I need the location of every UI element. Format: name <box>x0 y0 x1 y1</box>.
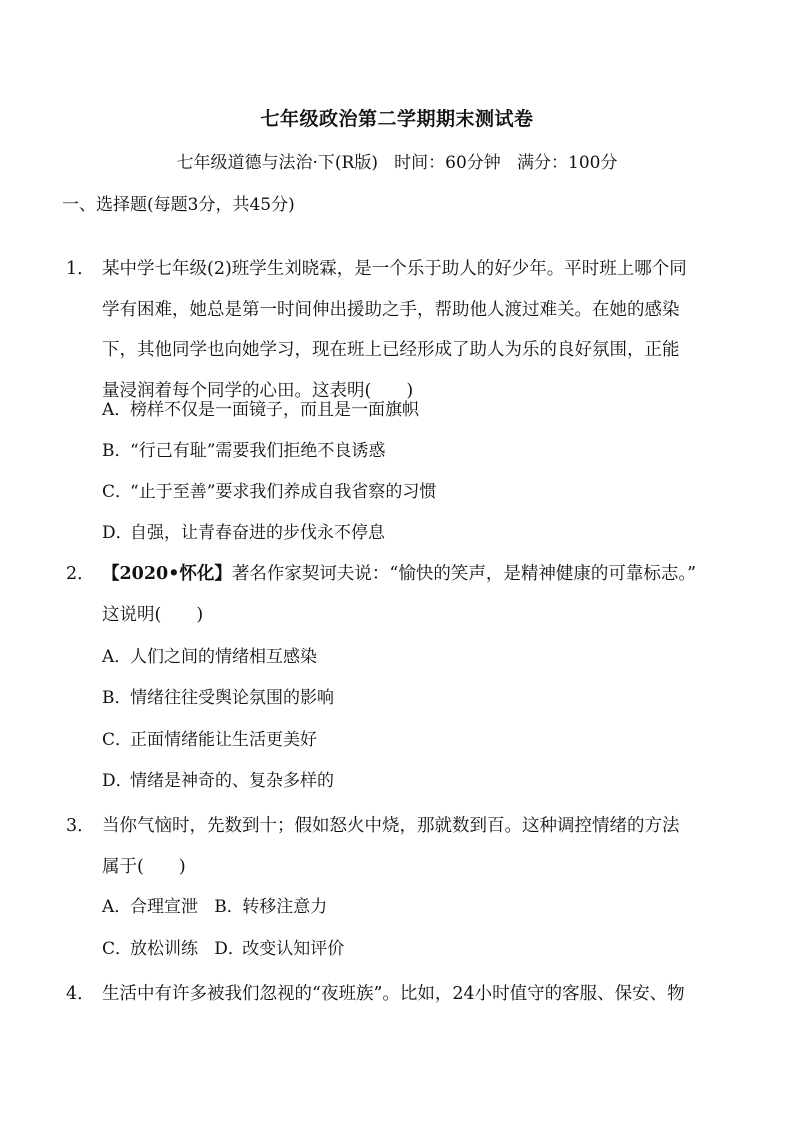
question-text-line: 著名作家契诃夫说：“愉快的笑声，是精神健康的可靠标志。” <box>231 564 697 584</box>
question-number: 4． <box>66 984 95 1004</box>
question-text-line: 学有困难，她总是第一时间伸出援助之手，帮助他人渡过难关。在她的感染 <box>102 299 680 320</box>
question-text-line: 下，其他同学也向她学习，现在班上已经形成了助人为乐的良好氛围，正能 <box>102 340 680 360</box>
question-3 <box>66 806 746 887</box>
question-4 <box>66 974 746 1015</box>
question-text-line: 量浸润着每个同学的心田。这表明( ) <box>102 380 414 401</box>
option-b: B．情绪往往受舆论氛围的影响 <box>102 688 334 708</box>
question-text-line: 生活中有许多被我们忽视的“夜班族”。比如，24小时值守的客服、保安、物 <box>102 984 685 1004</box>
option-row-ab: A．合理宣泄 B．转移注意力 <box>102 897 328 917</box>
question-source: 【2020•怀化】 <box>102 564 232 584</box>
question-text-line: 属于( ) <box>102 856 186 877</box>
question-text-line: 某中学七年级(2)班学生刘晓霖，是一个乐于助人的好少年。平时班上哪个同 <box>102 259 687 279</box>
question-1 <box>66 249 746 411</box>
option-d: D．情绪是神奇的、复杂多样的 <box>102 771 334 791</box>
option-d: D．自强，让青春奋进的步伐永不停息 <box>102 523 385 543</box>
option-a: A．榜样不仅是一面镜子，而且是一面旗帜 <box>102 400 419 420</box>
option-c: C．正面情绪能让生活更美好 <box>102 730 317 750</box>
exam-subtitle: 七年级道德与法治·下(R版) 时间：60分钟 满分：100分 <box>176 153 618 173</box>
question-number: 2． <box>66 564 95 584</box>
question-text-line: 当你气恼时，先数到十；假如怒火中烧，那就数到百。这种调控情绪的方法 <box>102 816 680 836</box>
option-a: A．人们之间的情绪相互感染 <box>102 647 317 667</box>
question-2 <box>66 554 746 635</box>
option-b: B．“行己有耻”需要我们拒绝不良诱惑 <box>102 441 386 461</box>
option-c: C．“止于至善”要求我们养成自我省察的习惯 <box>102 482 437 502</box>
exam-title: 七年级政治第二学期期末测试卷 <box>260 108 534 130</box>
question-number: 1． <box>66 259 95 279</box>
option-row-cd: C．放松训练 D．改变认知评价 <box>102 939 345 959</box>
question-number: 3． <box>66 816 95 836</box>
question-text-line: 这说明( ) <box>102 604 204 625</box>
section-heading: 一、选择题(每题3分，共45分) <box>62 195 295 215</box>
